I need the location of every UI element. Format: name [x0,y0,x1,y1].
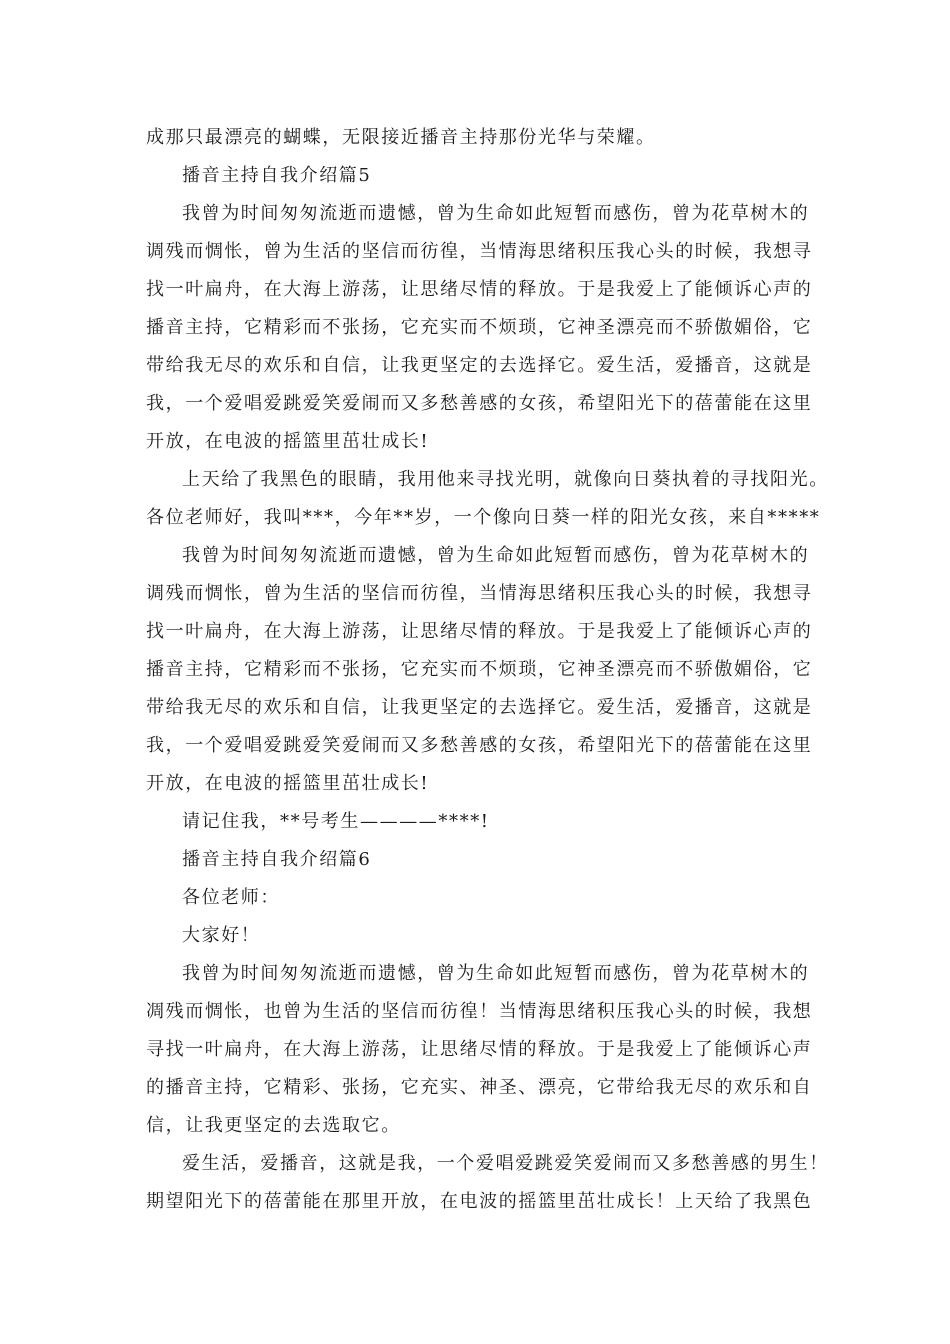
paragraph-line: 我，一个爱唱爱跳爱笑爱闹而又多愁善感的女孩，希望阳光下的蓓蕾能在这里 [146,735,813,756]
paragraph-line: 上天给了我黑色的眼睛，我用他来寻找光明，就像向日葵执着的寻找阳光。 [182,469,829,490]
paragraph-line: 各位老师好，我叫***，今年**岁，一个像向日葵一样的阳光女孩，来自***** [146,507,821,528]
paragraph-line: 信，让我更坚定的去选取它。 [146,1115,401,1136]
section-heading: 播音主持自我介绍篇6 [182,849,372,870]
paragraph-line: 调残而惆怅，曾为生活的坚信而彷徨，当情海思绪积压我心头的时候，我想寻 [146,583,813,604]
paragraph-line: 调残而惆怅，曾为生活的坚信而彷徨，当情海思绪积压我心头的时候，我想寻 [146,241,813,262]
paragraph-line: 开放，在电波的摇篮里茁壮成长! [146,431,430,452]
paragraph-line: 凋残而惆怅，也曾为生活的坚信而彷徨！当情海思绪积压我心头的时候，我想 [146,1001,813,1022]
paragraph-line: 的播音主持，它精彩、张扬，它充实、神圣、漂亮，它带给我无尽的欢乐和自 [146,1077,813,1098]
paragraph-line: 播音主持，它精彩而不张扬，它充实而不烦琐，它神圣漂亮而不骄傲媚俗，它 [146,317,813,338]
paragraph-line: 寻找一叶扁舟，在大海上游荡，让思绪尽情的释放。于是我爱上了能倾诉心声 [146,1039,813,1060]
paragraph-line: 带给我无尽的欢乐和自信，让我更坚定的去选择它。爱生活，爱播音，这就是 [146,355,813,376]
greeting-line: 大家好！ [182,925,261,946]
paragraph-line: 开放，在电波的摇篮里茁壮成长! [146,773,430,794]
paragraph-line: 播音主持，它精彩而不张扬，它充实而不烦琐，它神圣漂亮而不骄傲媚俗，它 [146,659,813,680]
section-heading: 播音主持自我介绍篇5 [182,165,372,186]
paragraph-line: 找一叶扁舟，在大海上游荡，让思绪尽情的释放。于是我爱上了能倾诉心声的 [146,279,813,300]
paragraph-line: 请记住我，**号考生————****! [182,811,490,832]
paragraph-line: 爱生活，爱播音，这就是我，一个爱唱爱跳爱笑爱闹而又多愁善感的男生！ [182,1153,829,1174]
paragraph-line: 我曾为时间匆匆流逝而遗憾，曾为生命如此短暂而感伤，曾为花草树木的 [182,203,810,224]
paragraph-line: 带给我无尽的欢乐和自信，让我更坚定的去选择它。爱生活，爱播音，这就是 [146,697,813,718]
paragraph-line: 我，一个爱唱爱跳爱笑爱闹而又多愁善感的女孩，希望阳光下的蓓蕾能在这里 [146,393,813,414]
paragraph-line: 我曾为时间匆匆流逝而遗憾，曾为生命如此短暂而感伤，曾为花草树木的 [182,545,810,566]
paragraph-line: 找一叶扁舟，在大海上游荡，让思绪尽情的释放。于是我爱上了能倾诉心声的 [146,621,813,642]
paragraph-line: 我曾为时间匆匆流逝而遗憾，曾为生命如此短暂而感伤，曾为花草树木的 [182,963,810,984]
paragraph-line: 成那只最漂亮的蝴蝶，无限接近播音主持那份光华与荣耀。 [146,127,656,148]
paragraph-line: 期望阳光下的蓓蕾能在那里开放，在电波的摇篮里茁壮成长！上天给了我黑色 [146,1191,813,1212]
salutation-line: 各位老师： [182,887,280,908]
